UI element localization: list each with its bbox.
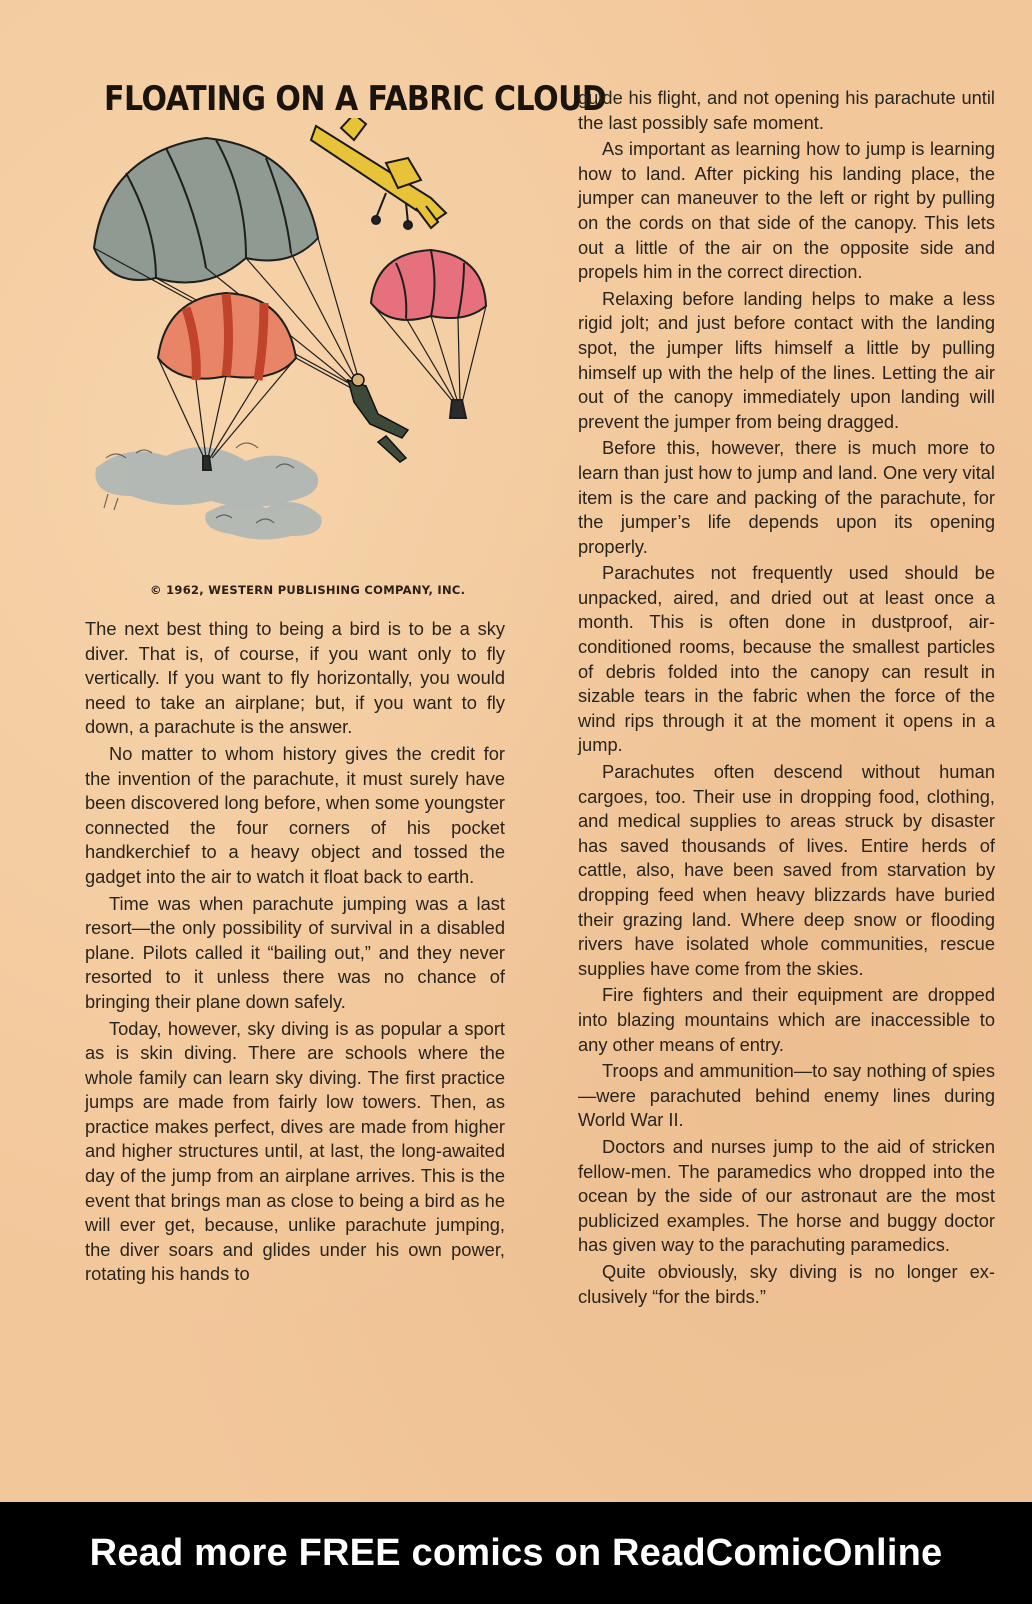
paragraph: Parachutes not frequently used should be unpacked, aired, and dried out at least once a month. This is often done in dustproof, air-conditioned rooms, because the smallest particles of debris folded into the canopy can result in sizable tears in the fabric when the force of the wind rips through it at the moment it opens in a jump. [578,562,995,756]
paragraph: Quite obviously, sky diving is no longer exclusively “for the birds.” [578,1260,995,1307]
parachute-illustration [86,118,526,578]
article-title: FLOATING ON A FABRIC CLOUD [104,80,607,120]
promo-banner[interactable] [0,1502,1032,1604]
paragraph: As important as learning how to jump is learning how to land. After picking his landing place, the jumper can maneuver to the left or right by pulling on the cords on that side of the canopy. This lets out a little of the air on the opposite side and propels him in the correct direction. [578,138,995,283]
paragraph: Troops and ammunition—to say nothing of spies—were parachuted behind enemy lines during World War II. [578,1060,995,1131]
paragraph: Relaxing before landing helps to make a less rigid jolt; and just before contact with the landing spot, the jumper lifts himself a little by pulling himself up with the help of the lines. Letting the air out of the canopy immediately upon landing will prevent the jumper from being dragged. [578,287,995,432]
pink-parachute [371,250,486,418]
left-column [85,617,505,1289]
airplane [311,118,446,229]
orange-parachute [158,293,296,470]
paragraph: Today, however, sky diving is as popular a sport as is skin diving. There are schools where the whole family can learn sky diving. The first practice jumps are made from fairly low towers. Then, as practice makes perfect, dives are made from higher and higher structures until, at last, the long-awaited day of the jump from an airplane arrives. This is the event that brings man as close to being a bird as he will ever get, because, unlike parachute jumping, the diver soars and glides under his own power, rotating his hands to [85,1017,505,1285]
promo-banner-text[interactable]: Read more FREE comics on ReadComicOnline [89,1531,943,1574]
paragraph: Parachutes often descend without human cargoes, too. Their use in dropping food, clothing, and medical supplies to areas struck by disaster has saved thousands of lives. Entire herds of cattle, also, have been saved from starvation by dropping feed when heavy blizzards have buried their grazing land. Where deep snow or flooding rivers have isolated whole communities, rescue supplies have come from the skies. [578,761,995,979]
paragraph: Doctors and nurses jump to the aid of stricken fellow-men. The paramedics who dropped into the ocean by the side of our astronaut are the most publicized examples. The horse and buggy doctor has given way to the parachuting paramedics. [578,1135,995,1256]
copyright-notice: © 1962, WESTERN PUBLISHING COMPANY, INC. [150,583,466,597]
paragraph: No matter to whom history gives the credit for the invention of the parachute, it must surely have been discovered long before, when some youngster connected the four corners of his pocket handkerchief to a heavy object and tossed the gadget into the air to watch it float back to earth. [85,742,505,887]
paragraph: The next best thing to being a bird is to be a sky diver. That is, of course, if you want only to fly vertically. If you want to fly horizontally, you would need to take an airplane; but, if you want to fly down, a parachute is the answer. [85,618,505,738]
right-column [578,86,995,1311]
paragraph: Fire fighters and their equipment are dropped into blazing mountains which are inaccessible to any other means of entry. [578,984,995,1055]
paragraph: Before this, however, there is much more to learn than just how to jump and land. One very vital item is the care and packing of the parachute, for the jumper’s life depends upon its opening properly. [578,437,995,557]
jumper-figure [348,374,408,462]
paragraph: guide his flight, and not opening his parachute until the last possibly safe moment. [578,87,995,133]
paragraph: Time was when parachute jumping was a last resort—the only possibility of survival in a disabled plane. Pilots called it “bailing out,” and they never resorted to it unless there was no chance of bringing their plane down safely. [85,892,505,1012]
